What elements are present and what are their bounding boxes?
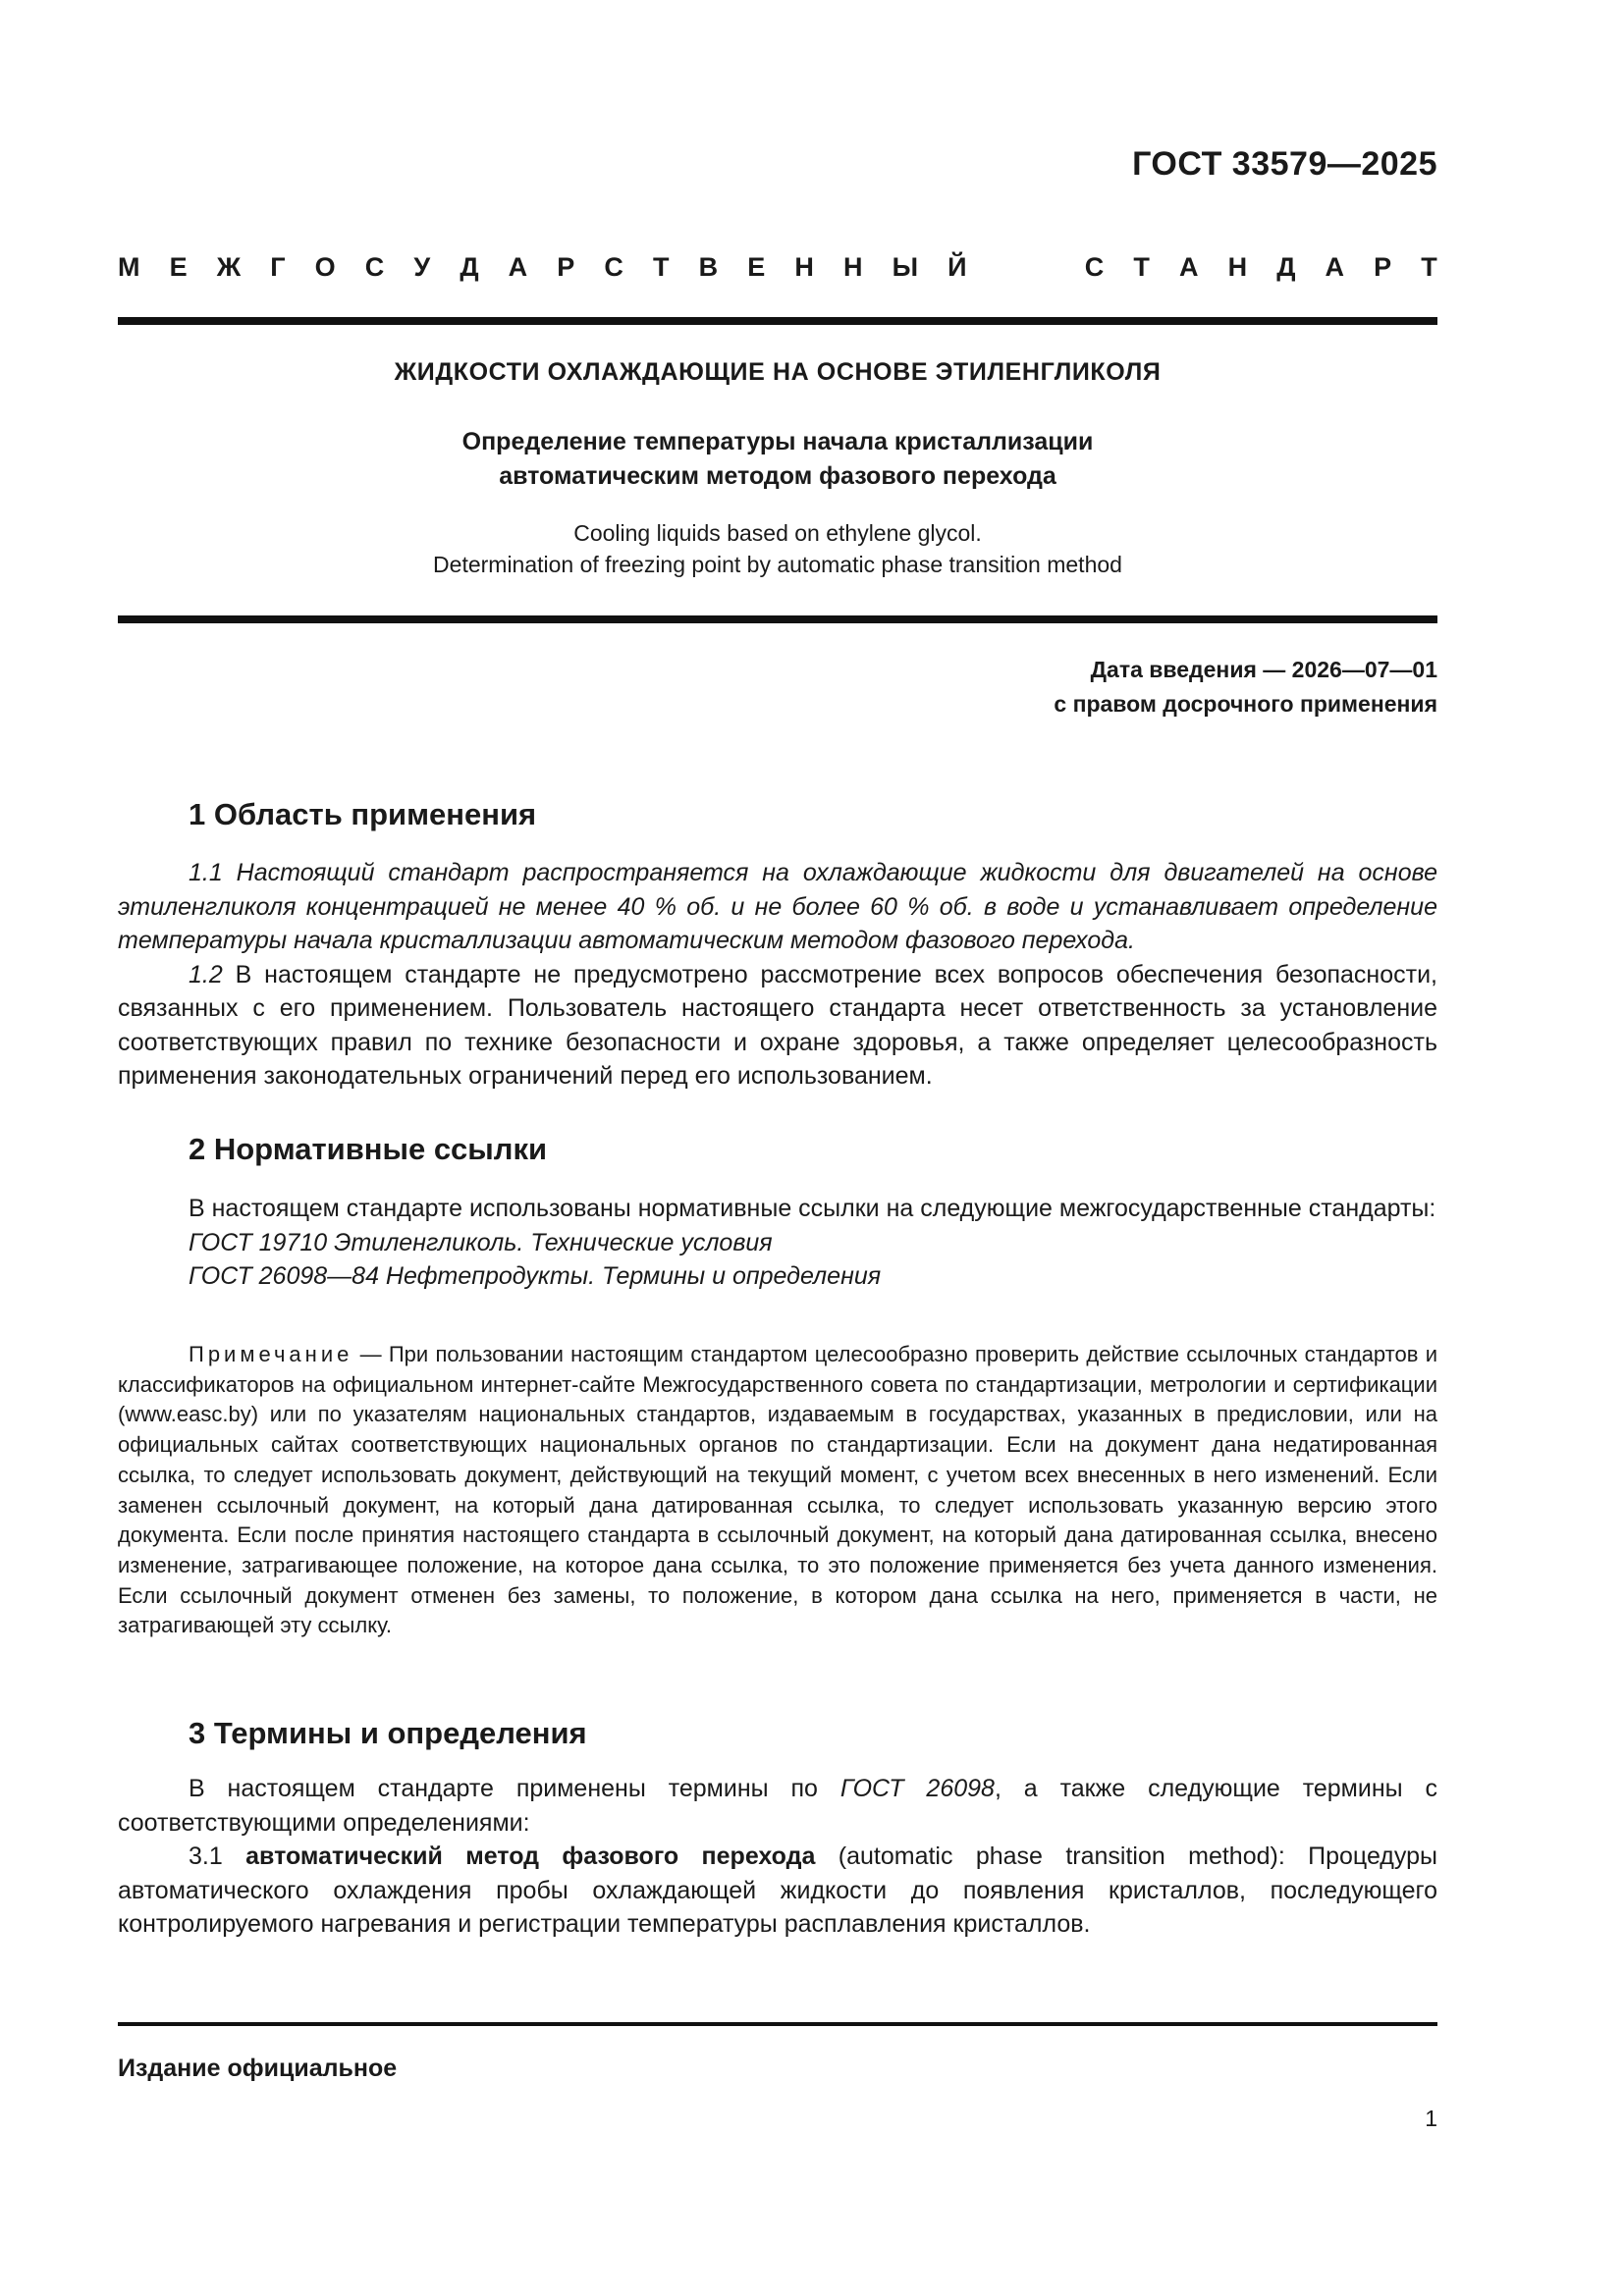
document-page [118,0,1437,2296]
reference-gost-26098: ГОСТ 26098—84 Нефтепродукты. Термины и определения [189,1262,882,1290]
standard-type-letter: Д [460,252,479,282]
standard-type-letter: С [1084,252,1105,282]
standard-type-letter: А [1325,252,1345,282]
official-edition-label: Издание официальное [118,2055,398,2082]
clause-1-2-number: 1.2 [189,960,223,988]
document-title: ЖИДКОСТИ ОХЛАЖДАЮЩИЕ НА ОСНОВЕ ЭТИЛЕНГЛИКОЛЯ [394,358,1162,386]
section-3-heading: 3 Термины и определения [189,1716,587,1750]
top-rule [118,317,1437,325]
section-1-heading: 1 Область применения [189,797,537,831]
intro-date-line: Дата введения — 2026—07—01 [1090,657,1437,682]
page-number: 1 [1425,2106,1437,2131]
term-3-1-number: 3.1 [189,1842,246,1870]
english-title-line-1: Cooling liquids based on ethylene glycol. [573,520,982,546]
title-rule [118,615,1437,623]
standard-type-letter: Р [1374,252,1392,282]
section-3-intro [118,1772,1437,1840]
standard-type-letter: О [314,252,336,282]
section-2-heading: 2 Нормативные ссылки [189,1132,548,1166]
note-label: Примечание [189,1342,353,1366]
note-text: — При пользовании настоящим стандартом целесообразно проверить действие ссылочных стандартов и классификаторов на официальном интернет-сайте Межгосударственного совета по стандартизации, метрологии и сертификации (www.easc.by) или по указателям национальных стандартов, издаваемым в государствах, указанных в предисловии, или на официальных сайтах соответствующих национальных органов по стандартизации. Если на документ дана недатированная ссылка, то следует использовать документ, действующий на текущий момент, с учетом всех внесенных в него изменений. Если заменен ссылочный документ, на который дана датированная ссылка, то следует использовать указанную версию этого документа. Если после принятия настоящего стандарта в ссылочный документ, на который дана датированная ссылка, внесено изменение, затрагивающее положение, на которое дана ссылка, то это положение применяется без учета данного изменения. Если ссылочный документ отменен без замены, то положение, в котором дана ссылка на него, применяется в части, не затрагивающей эту ссылку. [118,1342,1437,1638]
standard-type-letter: М [118,252,140,282]
word-gap [997,252,1056,283]
section-3-intro-ref: ГОСТ 26098 [839,1775,995,1802]
standard-type-letter: С [364,252,385,282]
standard-type-letter: Н [794,252,814,282]
standard-type-letter: Ы [892,252,919,282]
standard-type-letter: Г [270,252,286,282]
early-application-line: с правом досрочного применения [1054,691,1437,717]
section-3-body [118,1772,1437,1942]
term-3-1 [118,1840,1437,1942]
standard-type-letter: Ж [216,252,242,282]
footer-rule [118,2022,1437,2026]
standard-type-letter: Е [169,252,188,282]
standard-type [118,252,1437,283]
clause-1-2-text: В настоящем стандарте не предусмотрено рассмотрение всех вопросов обеспечения безопасности, связанных с его применением. Пользователь настоящего стандарта несет ответственность за установление соответствующих правил по технике безопасности и охране здоровья, а также определяет целесообразность применения законодательных ограничений перед его использованием. [118,960,1437,1090]
term-3-1-definition: (automatic phase transition method): Процедуры автоматического охлаждения пробы охлаждающей жидкости до появления кристаллов, последующего контролируемого нагревания и регистрации температуры расплавления кристаллов. [118,1842,1437,1938]
section-2-intro: В настоящем стандарте использованы нормативные ссылки на следующие межгосударственные стандарты: [189,1195,1436,1222]
section-1-body [118,856,1437,1094]
clause-1-2 [118,958,1437,1094]
subtitle-line-1: Определение температуры начала кристаллизации [461,428,1094,455]
standard-type-letter: Е [747,252,766,282]
standard-type-letter: Т [1133,252,1150,282]
standard-type-letter: Н [1227,252,1248,282]
section-3-intro-a: В настоящем стандарте применены термины по [189,1775,840,1802]
section-2-body [118,1192,1437,1294]
clause-1-1: 1.1 Настоящий стандарт распространяется на охлаждающие жидкости для двигателей на основе этиленгликоля концентрацией не менее 40 % об. и не более 60 % об. в воде и устанавливает определение температуры начала кристаллизации автоматическим методом фазового перехода. [118,859,1437,954]
term-3-1-term: автоматический метод фазового перехода [245,1842,816,1870]
references-note [118,1340,1437,1641]
note-paragraph [118,1340,1437,1641]
subtitle-line-2: автоматическим методом фазового перехода [499,462,1056,490]
standard-type-letter: Т [1421,252,1437,282]
document-subtitle [118,425,1437,494]
standard-type-letter: У [413,252,431,282]
standard-type-letter: А [1178,252,1199,282]
introduction-date [1054,653,1437,721]
standard-type-letter: В [698,252,719,282]
reference-gost-19710: ГОСТ 19710 Этиленгликоль. Технические условия [189,1228,773,1256]
standard-type-letter: Н [842,252,863,282]
standard-type-letter: Р [557,252,575,282]
standard-type-letter: Т [653,252,670,282]
standard-type-letter: Й [947,252,967,282]
gost-code: ГОСТ 33579—2025 [1132,145,1437,183]
standard-type-letter: С [604,252,623,282]
section-3-intro-b: , а также следующие термины с соответствующими определениями: [118,1775,1437,1837]
english-title [118,517,1437,580]
standard-type-letter: Д [1276,252,1296,282]
standard-type-letter: А [508,252,528,282]
english-title-line-2: Determination of freezing point by automatic phase transition method [433,552,1122,577]
